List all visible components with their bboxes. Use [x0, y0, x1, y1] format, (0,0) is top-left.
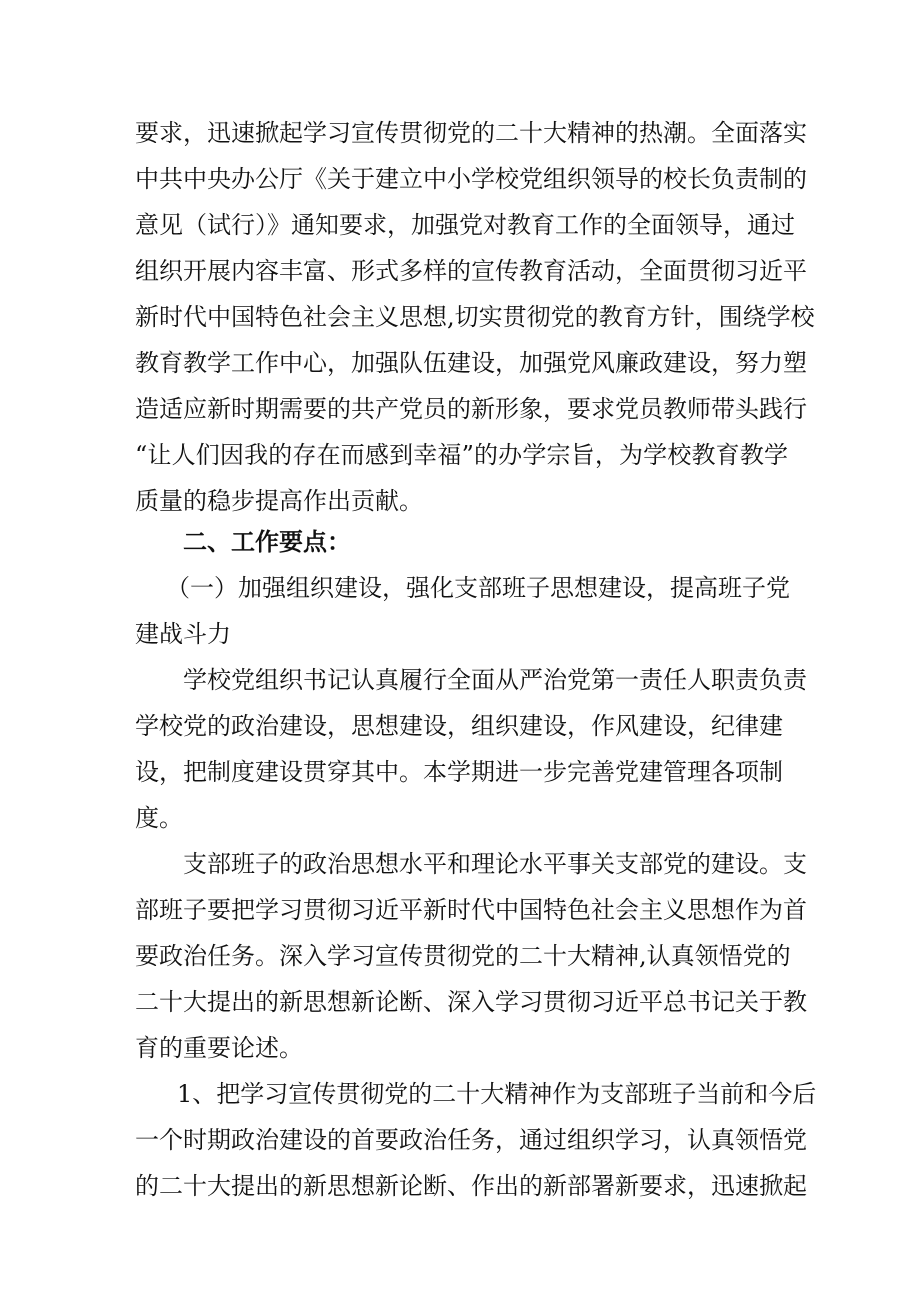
body-text-line: 新时代中国特色社会主义思想,切实贯彻党的教育方针，围绕学校: [135, 303, 815, 331]
body-text-line: 造适应新时期需要的共产党员的新形象，要求党员教师带头践行: [135, 395, 807, 423]
numbered-item-line: 的二十大提出的新思想新论断、作出的新部署新要求，迅速掀起: [135, 1172, 807, 1200]
body-text-line: “让人们因我的存在而感到幸福”的办学宗旨，为学校教育教学: [135, 441, 788, 469]
body-text-line: 教育教学工作中心，加强队伍建设，加强党风廉政建设，努力塑: [135, 349, 807, 377]
subsection-heading-line: （一）加强组织建设，强化支部班子思想建设，提高班子党: [166, 574, 790, 602]
body-text-line: 学校党组织书记认真履行全面从严治党第一责任人职责负责: [183, 666, 807, 694]
body-text-line: 设，把制度建设贯穿其中。本学期进一步完善党建管理各项制: [135, 758, 783, 786]
body-text-line: 学校党的政治建设，思想建设，组织建设，作风建设，纪律建: [135, 712, 783, 740]
body-text-line: 要政治任务。深入学习宣传贯彻党的二十大精神,认真领悟党的: [135, 942, 791, 970]
body-text-line: 意见（试行）》通知要求，加强党对教育工作的全面领导，通过: [135, 211, 795, 239]
body-text-line: 中共中央办公厅《关于建立中小学校党组织领导的校长负责制的: [135, 165, 807, 193]
numbered-item-line: 1、把学习宣传贯彻党的二十大精神作为支部班子当前和今后: [177, 1080, 817, 1108]
body-text-line: 育的重要论述。: [135, 1034, 303, 1062]
body-text-line: 组织开展内容丰富、形式多样的宣传教育活动，全面贯彻习近平: [135, 257, 807, 285]
body-text-line: 度。: [135, 804, 183, 832]
body-text-line: 支部班子的政治思想水平和理论水平事关支部党的建设。支: [183, 850, 807, 878]
body-text-line: 部班子要把学习贯彻习近平新时代中国特色社会主义思想作为首: [135, 896, 807, 924]
body-text-line: 二十大提出的新思想新论断、深入学习贯彻习近平总书记关于教: [135, 988, 807, 1016]
body-text-line: 质量的稳步提高作出贡献。: [135, 487, 423, 515]
section-heading: 二、工作要点：: [183, 528, 351, 556]
body-text-line: 要求，迅速掀起学习宣传贯彻党的二十大精神的热潮。全面落实: [135, 119, 807, 147]
numbered-item-line: 一个时期政治建设的首要政治任务，通过组织学习，认真领悟党: [135, 1126, 807, 1154]
subsection-heading-line: 建战斗力: [135, 620, 231, 648]
